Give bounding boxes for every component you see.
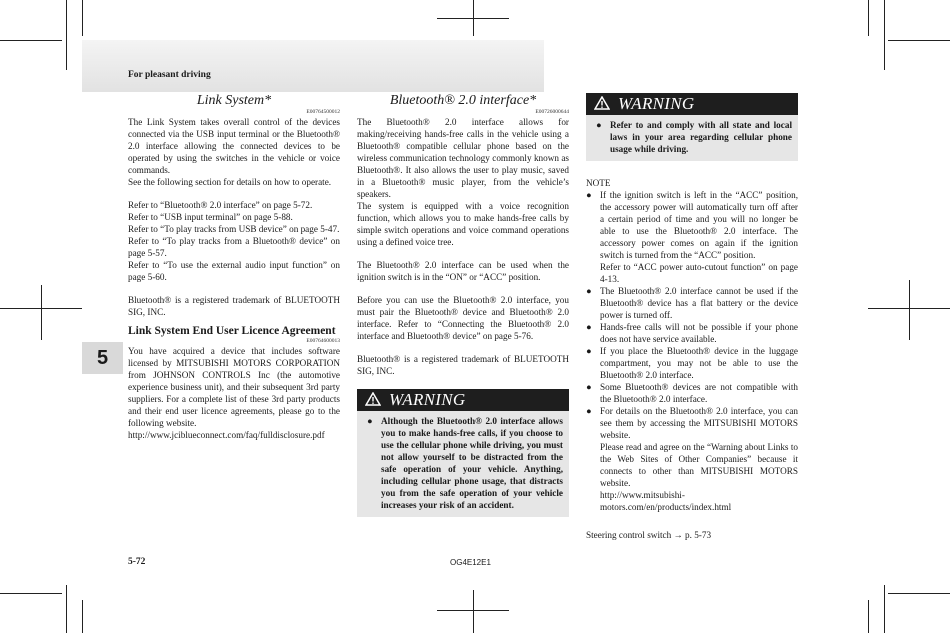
bullet-icon: ● [586,190,592,200]
crop-mark [868,600,869,633]
page-number: 5-72 [128,557,146,567]
spacer [357,377,569,389]
section-code: E00764500012 [306,109,340,115]
warning-title: WARNING [389,390,466,409]
warning-triangle-icon [594,96,610,113]
warning-text: Refer to and comply with all state and local laws in your area regarding cellular phone usage while driving. [610,120,792,154]
crop-mark [909,280,910,340]
warning-body [357,411,569,517]
column-1 [128,93,340,441]
warning-text: Although the Bluetooth® 2.0 interface allows you to make hands-free calls, if you choose to use the cellular phone while driving, you must not allow yourself to be distracted from the safe operation of your vehicle. Anything, including cellular phone usage, that distracts you from the safe operation of your vehicle increases your risk of an accident. [381,416,563,510]
column-2 [357,93,569,517]
paragraph: The Bluetooth® 2.0 interface can be used when the ignition switch is in the “ON” or “ACC” position. [357,260,569,282]
warning-title: WARNING [618,94,695,113]
link-system-title: Link System* [196,93,272,108]
bullet-icon: ● [586,322,592,332]
reference-link[interactable]: Refer to “To use the external audio input function” on page 5-60. [128,260,340,282]
paragraph: See the following section for details on how to operate. [128,177,332,187]
section-label: For pleasant driving [128,70,211,80]
header-band [82,40,544,92]
bullet-icon: ● [367,416,373,426]
spacer [128,283,340,294]
spacer [357,248,569,259]
crop-mark [0,593,62,594]
paragraph: The Bluetooth® 2.0 interface allows for making/receiving hands-free calls in the vehicle using a Bluetooth® compatible cellular phone based on the wireless communication technology commonly known as Bluetooth®. It also allows the user to play music, saved in a Bluetooth® music player, from the vehicle’s speakers. [357,117,569,199]
note-item: ● For details on the Bluetooth® 2.0 interface, you can see them by accessing the MITSUBISHI MOTORS website. Please read and agree on the “Warning about Links to the Web Sites of Other Companies” because it connects to other than MITSUBISHI MOTORS website. http://www.mitsubishi-motors.com/en/products/index.html [586,406,798,512]
paragraph: The system is equipped with a voice recognition function, which allows you to make hands-free calls by simple switch operations and voice command operations using a defined voice tree. [357,201,569,247]
reference-link[interactable]: Refer to “USB input terminal” on page 5-88. [128,212,293,222]
trademark-note: Bluetooth® is a registered trademark of BLUETOOTH SIG, INC. [128,295,340,317]
warning-box [357,389,569,517]
document-code: OG4E12E1 [450,558,491,567]
crop-mark [41,285,42,340]
crop-mark [66,585,67,633]
steering-control-reference[interactable]: Steering control switch → p. 5-73 [586,530,712,540]
section-code: E00726000644 [535,109,569,115]
crop-mark [0,40,62,41]
note-item: ● If the ignition switch is left in the “ACC” position, the accessory power will automatically turn off after a certain period of time and you will no longer be able to use the Bluetooth® 2.0 interface. The accessory power comes on again if the ignition switch is turned from the “ACC” position. Refer to “ACC power auto-cutout function” on page 4-13. [586,190,798,284]
crop-mark [82,600,83,633]
bullet-icon: ● [586,346,592,356]
warning-triangle-icon [365,392,381,409]
paragraph: The Link System takes overall control of the devices connected via the USB input terminal or the Bluetooth® 2.0 interface allowing the connected devices to be operated by using the switches in the vehicle or voice commands. [128,117,340,175]
crop-mark [82,0,83,36]
warning-header [586,93,798,115]
paragraph: You have acquired a device that includes software licensed by MITSUBISHI MOTORS CORPORATION from JOHNSON CONTROLS Inc (the automotive experience business unit), and their subsequent 3rd party suppliers. For a complete list of these 3rd party products and their end user licence agreements, please go to the following website. [128,346,340,428]
reference-link[interactable]: Refer to “To play tracks from a Bluetooth® device” on page 5-57. [128,236,340,258]
reference-link[interactable]: Refer to “Bluetooth® 2.0 interface” on page 5-72. [128,200,313,210]
trademark-note: Bluetooth® is a registered trademark of BLUETOOTH SIG, INC. [357,354,569,376]
note-item: ● Some Bluetooth® devices are not compatible with the Bluetooth® 2.0 interface. [586,382,798,404]
note-item: ● If you place the Bluetooth® device in the luggage compartment, you may not be able to use the Bluetooth® 2.0 interface. [586,346,798,380]
warning-box [586,93,798,161]
licence-title: Link System End User Licence Agreement [128,325,336,337]
spacer [586,513,798,529]
url-link[interactable]: http://www.jciblueconnect.com/faq/fulldisclosure.pdf [128,430,325,440]
bullet-icon: ● [586,382,592,392]
crop-mark [437,18,509,19]
spacer [128,188,340,199]
column-3 [586,93,798,541]
crop-mark [868,0,869,36]
paragraph: Before you can use the Bluetooth® 2.0 interface, you must pair the Bluetooth® device and Bluetooth® 2.0 interface. Refer to “Connecting the Bluetooth® 2.0 interface and Bluetooth® device” on page 5-76. [357,295,569,341]
warning-header [357,389,569,411]
crop-mark [884,0,885,70]
crop-mark [66,0,67,70]
warning-body [586,115,798,161]
note-label: NOTE [586,178,611,188]
chapter-tab: 5 [82,342,123,374]
crop-mark [473,590,474,633]
bullet-icon: ● [586,406,592,416]
crop-mark [888,593,950,594]
bluetooth-title: Bluetooth® 2.0 interface* [389,93,537,108]
section-code: E00764600013 [306,338,340,344]
spacer [586,161,798,177]
crop-mark [884,585,885,633]
note-item: ● The Bluetooth® 2.0 interface cannot be used if the Bluetooth® device has a flat battery or the device power is turned off. [586,286,798,320]
bullet-icon: ● [596,120,602,130]
reference-link[interactable]: Refer to “To play tracks from USB device” on page 5-47. [128,224,340,234]
crop-mark [888,40,950,41]
note-item: ● Hands-free calls will not be possible if your phone does not have service available. [586,322,798,344]
crop-mark [437,610,509,611]
spacer [357,283,569,294]
spacer [357,342,569,353]
bullet-icon: ● [586,286,592,296]
